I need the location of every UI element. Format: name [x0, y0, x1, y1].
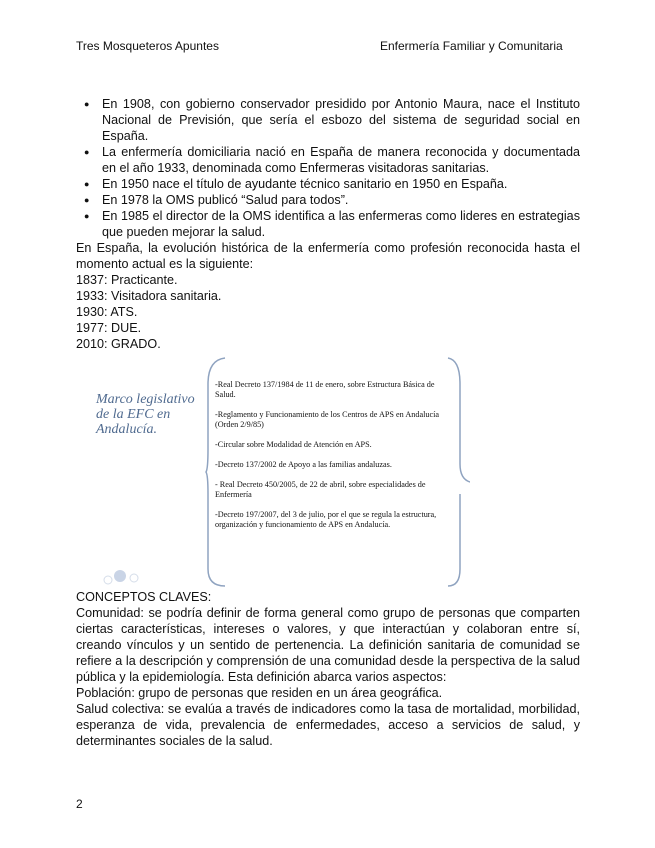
page-number: 2 [76, 797, 83, 811]
paragraph: Salud colectiva: se evalúa a través de indicadores como la tasa de mortalidad, morbilidad, esperanza de vida, prevalencia de enfermedades, acceso a servicios de salud, y determinantes sociales de la salud. [76, 702, 580, 748]
list-item: ● En 1978 la OMS publicó “Salud para todos”. [102, 192, 580, 208]
figure-items [215, 380, 443, 540]
figure-title: Marco legislativo de la EFC en Andalucía. [96, 392, 195, 437]
list-item: ● En 1985 el director de la OMS identifica a las enfermeras como lideres en estrategias que pueden mejorar la salud. [102, 208, 580, 240]
figure-item: -Circular sobre Modalidad de Atención en APS. [215, 440, 372, 449]
figure-item: - Real Decreto 450/2005, de 22 de abril, sobre especialidades de Enfermería [215, 480, 426, 499]
timeline-item: 1837: Practicante. [76, 273, 178, 287]
header-right: Enfermería Familiar y Comunitaria [380, 39, 563, 53]
concepts-heading: CONCEPTOS CLAVES: [76, 590, 212, 604]
timeline-item: 2010: GRADO. [76, 337, 161, 351]
timeline-item: 1930: ATS. [76, 305, 138, 319]
list-item: ● La enfermería domiciliaria nació en España de manera reconocida y documentada en el año 1933, denominada como Enfermeras visitadoras sanitarias. [102, 144, 580, 176]
history-bullet-list [76, 96, 580, 240]
figure-item: -Real Decreto 137/1984 de 11 de enero, sobre Estructura Básica de Salud. [215, 380, 435, 399]
page-content [76, 96, 580, 749]
intro-paragraph: En España, la evolución histórica de la enfermería como profesión reconocida hasta el momento actual es la siguiente: [76, 241, 580, 271]
figure-item: -Decreto 197/2007, del 3 de julio, por el que se regula la estructura, organización y funcionamiento de APS en Andalucía. [215, 510, 437, 529]
list-item: ● En 1950 nace el título de ayudante técnico sanitario en 1950 en España. [102, 176, 580, 192]
header-left: Tres Mosqueteros Apuntes [76, 39, 219, 53]
timeline-item: 1977: DUE. [76, 321, 142, 335]
paragraph: Población: grupo de personas que residen en un área geográfica. [76, 686, 443, 700]
figure-item: -Decreto 137/2002 de Apoyo a las familias andaluzas. [215, 460, 392, 469]
figure-item: -Reglamento y Funcionamiento de los Centros de APS en Andalucía (Orden 2/9/85) [215, 410, 439, 429]
timeline-item: 1933: Visitadora sanitaria. [76, 289, 222, 303]
paragraph: Comunidad: se podría definir de forma general como grupo de personas que comparten ciertas características, intereses o valores, y que interactúan y colaboran entre sí, creando vínculos y un sentido de pertenencia. La definición sanitaria de comunidad se refiere a la descripción y comprensión de una comunidad desde la perspectiva de la salud pública y la epidemiología. Esta definición abarca varios aspectos: [76, 606, 580, 684]
list-item: ● En 1908, con gobierno conservador presidido por Antonio Maura, nace el Instituto Nacional de Previsión, que sería el esbozo del sistema de seguridad social en España. [102, 96, 580, 144]
legislative-framework-figure [90, 354, 470, 589]
